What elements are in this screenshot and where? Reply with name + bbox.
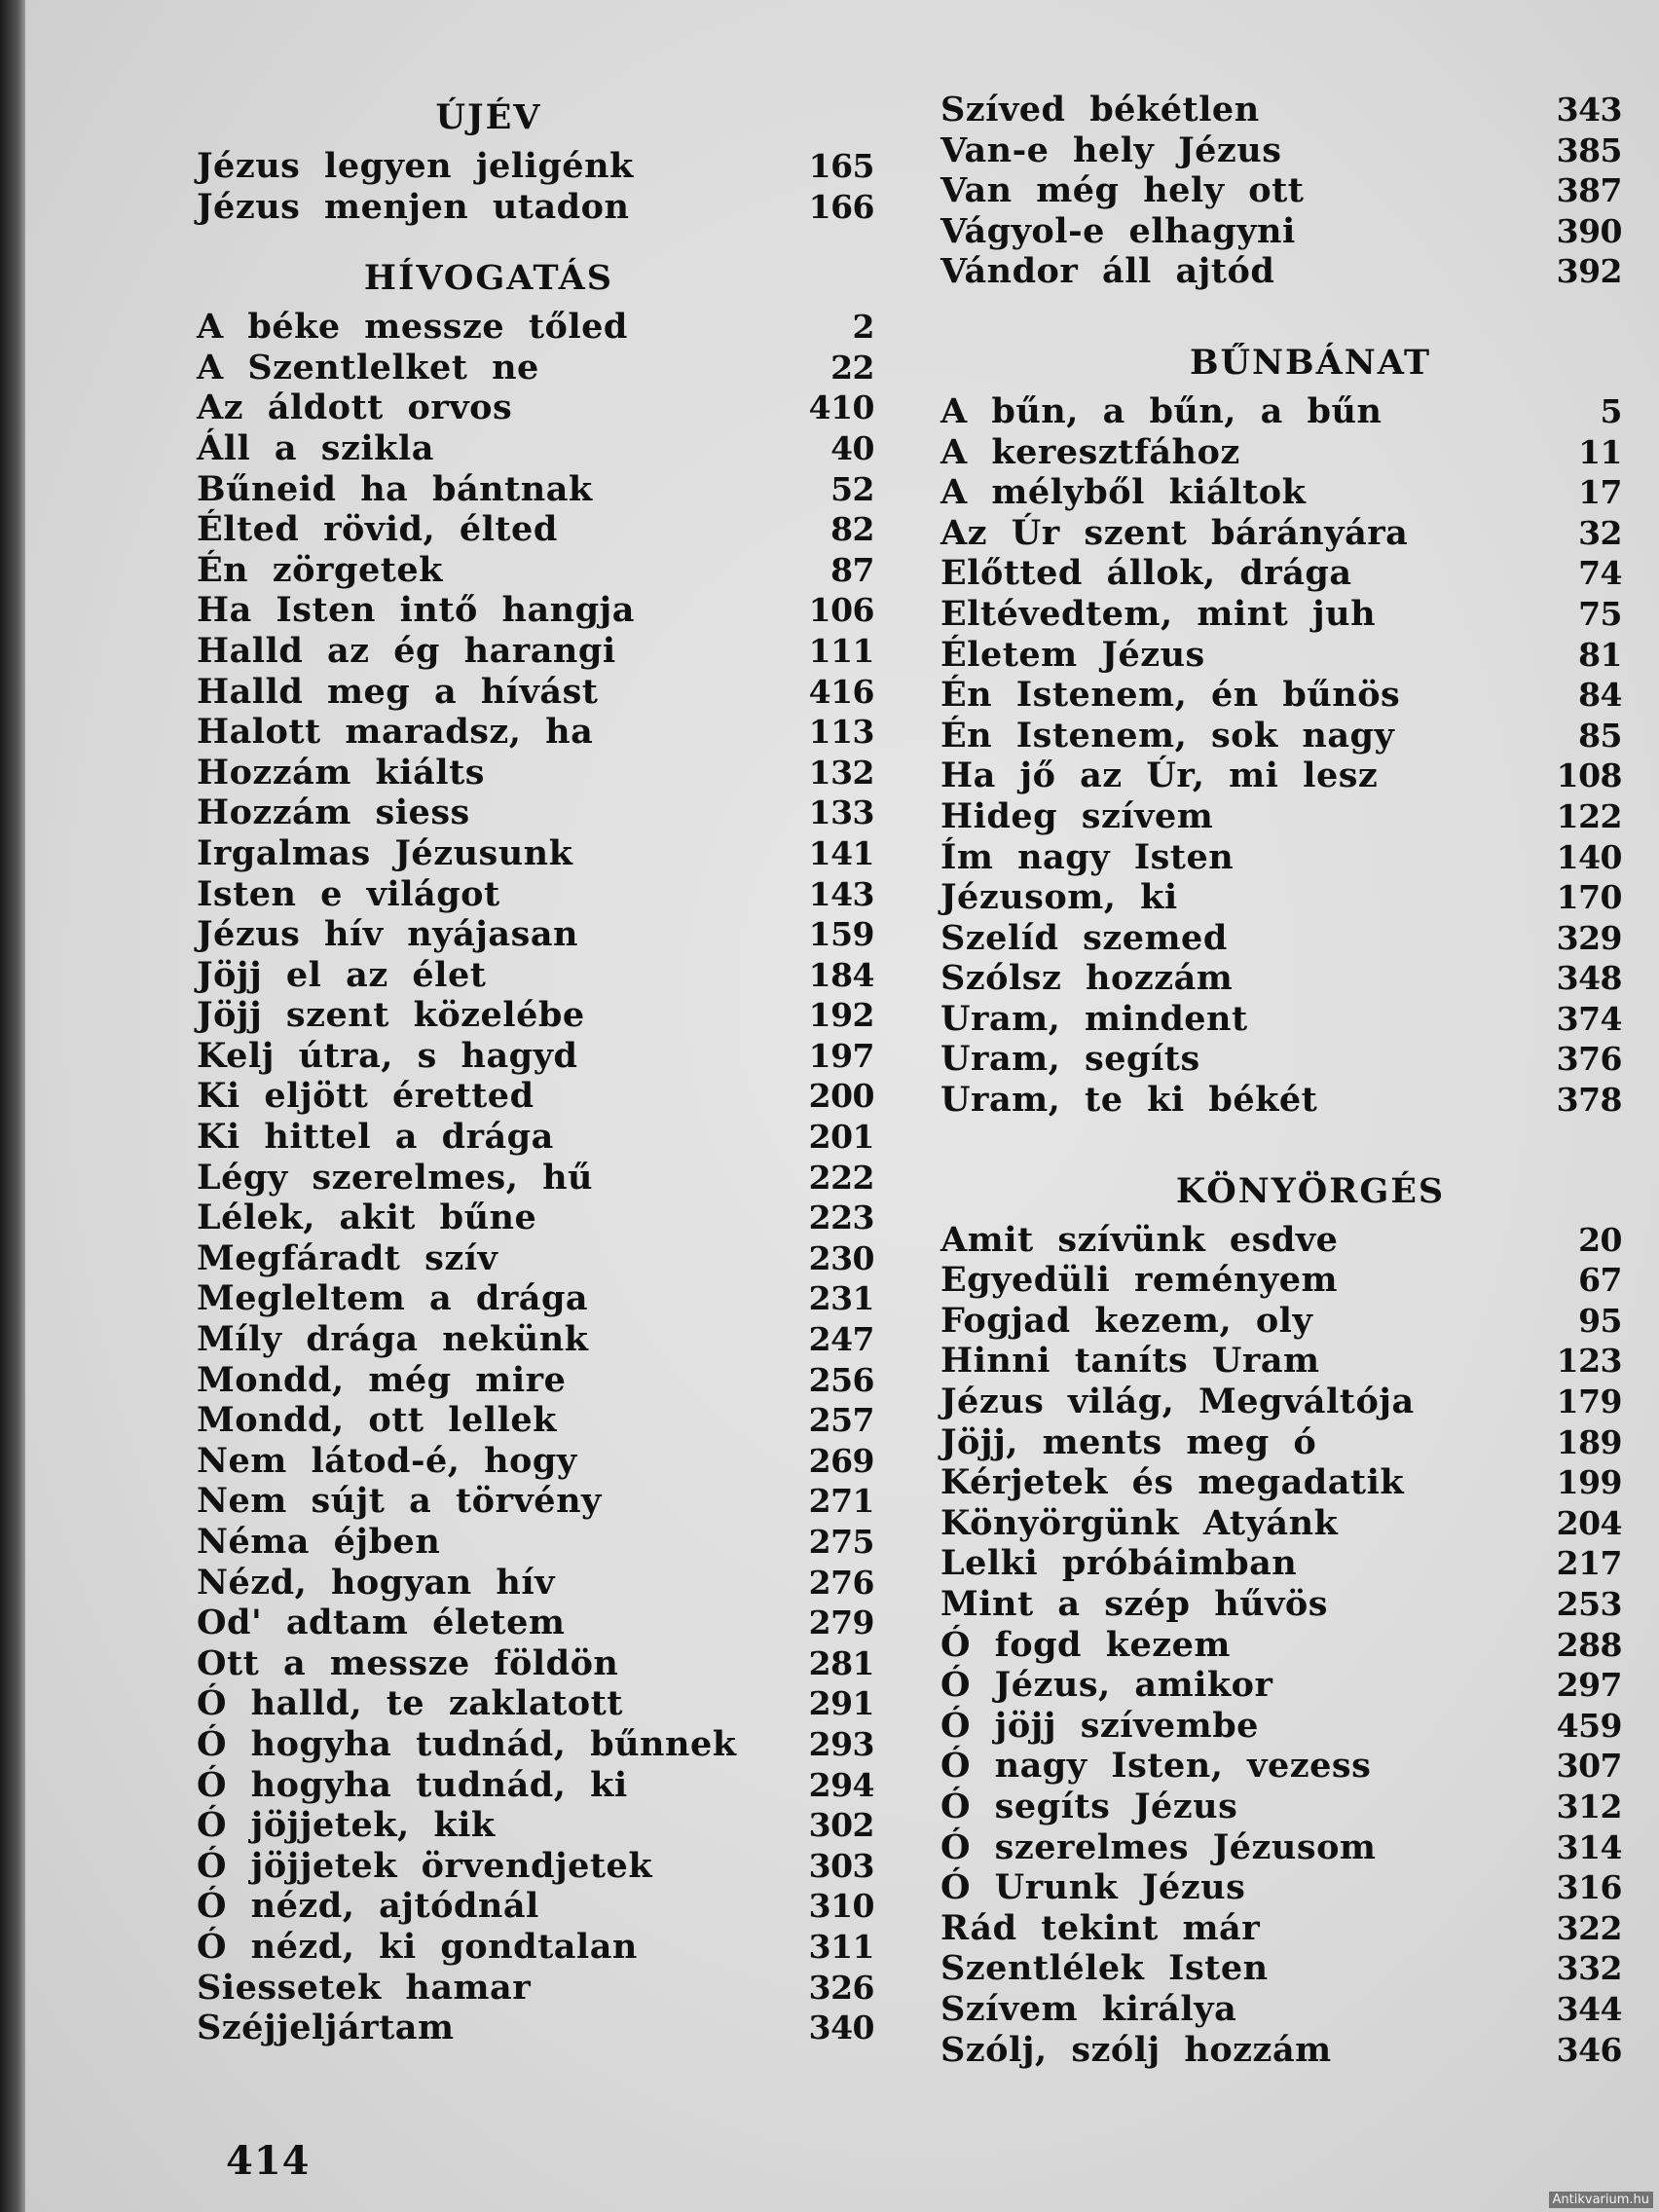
hymn-title: Bűneid ha bántnak [197, 468, 593, 509]
index-entry [197, 1360, 878, 1401]
index-entry [940, 251, 1622, 292]
index-entry [940, 1260, 1622, 1301]
hymn-number: 279 [808, 1604, 874, 1642]
hymn-title: Uram, te ki békét [940, 1080, 1318, 1121]
index-entry [197, 348, 878, 388]
hymn-number: 40 [830, 428, 874, 467]
index-entry [197, 1603, 878, 1643]
index-entry [940, 1989, 1622, 2030]
hymn-number: 410 [808, 388, 874, 427]
section-heading: HÍVOGATÁS [363, 258, 614, 299]
hymn-title: Megleltem a drága [197, 1278, 589, 1319]
hymn-title: Én Istenem, én bűnös [940, 675, 1401, 716]
hymn-number: 316 [1556, 1868, 1622, 1907]
index-entry [940, 1908, 1622, 1949]
index-entry [940, 472, 1622, 513]
hymn-number: 32 [1578, 513, 1622, 552]
hymn-number: 74 [1578, 554, 1622, 593]
hymn-title: Életem Jézus [940, 634, 1205, 675]
index-entry [940, 553, 1622, 594]
hymn-number: 307 [1556, 1747, 1622, 1786]
hymn-number: 269 [808, 1441, 874, 1480]
index-entry [940, 837, 1622, 878]
hymn-title: Ó segíts Jézus [940, 1786, 1238, 1826]
hymn-number: 111 [808, 631, 874, 670]
index-entry [197, 1481, 878, 1522]
hymn-title: Én zörgetek [197, 549, 443, 590]
hymn-number: 387 [1556, 171, 1622, 210]
hymn-title: Míly drága nekünk [197, 1319, 589, 1360]
hymn-number: 281 [808, 1643, 874, 1682]
hymn-title: Jézus menjen utadon [197, 186, 630, 227]
hymn-number: 2 [852, 308, 874, 347]
hymn-title: A Szentlelket ne [197, 347, 539, 387]
index-entry [940, 1220, 1622, 1261]
hymn-title: Szentlélek Isten [940, 1948, 1269, 1989]
index-entry [940, 594, 1622, 635]
hymn-number: 108 [1556, 756, 1622, 795]
hymn-number: 140 [1556, 837, 1622, 876]
hymn-number: 276 [808, 1563, 874, 1602]
index-entry [940, 1787, 1622, 1827]
hymn-title: Halld meg a hívást [197, 671, 599, 712]
hymn-number: 22 [830, 348, 874, 387]
hymn-number: 123 [1556, 1342, 1622, 1381]
index-entry [940, 1706, 1622, 1747]
hymn-title: Nem látod-é, hogy [197, 1440, 577, 1481]
hymn-title: Szólj, szólj hozzám [940, 2029, 1332, 2070]
index-entry [940, 90, 1622, 130]
hymn-number: 122 [1556, 796, 1622, 835]
index-entry [197, 509, 878, 550]
index-entry [940, 1665, 1622, 1706]
index-entry [940, 1543, 1622, 1584]
index-entry [940, 1462, 1622, 1503]
index-entry [197, 1805, 878, 1846]
index-entry [940, 432, 1622, 473]
hymn-number: 312 [1556, 1787, 1622, 1825]
hymn-number: 247 [808, 1320, 874, 1359]
index-entry [197, 1441, 878, 1482]
hymn-number: 311 [808, 1927, 874, 1966]
index-entry [940, 716, 1622, 756]
index-entry [940, 1039, 1622, 1080]
index-entry [940, 170, 1622, 211]
index-entry [197, 1158, 878, 1198]
section-heading: BŰNBÁNAT [1189, 342, 1432, 383]
hymn-number: 217 [1556, 1544, 1622, 1583]
index-entry [940, 1827, 1622, 1868]
index-entry [197, 1278, 878, 1319]
index-entry [940, 1948, 1622, 1989]
index-entry [197, 469, 878, 510]
hymn-number: 231 [808, 1279, 874, 1318]
hymn-title: Hinni taníts Uram [940, 1341, 1320, 1382]
index-entry [940, 513, 1622, 554]
index-entry [197, 631, 878, 672]
hymn-title: Nézd, hogyan hív [197, 1562, 555, 1603]
index-entry [197, 753, 878, 793]
index-entry [197, 1927, 878, 1968]
hymn-title: Isten e világot [197, 873, 500, 914]
hymn-title: Ki eljött éretted [197, 1076, 535, 1117]
hymn-title: Fogjad kezem, oly [940, 1300, 1313, 1341]
hymn-number: 340 [808, 2009, 874, 2047]
hymn-title: Hozzám kiálts [197, 752, 485, 793]
index-entry [940, 2030, 1622, 2071]
index-entry [197, 2008, 878, 2048]
hymn-title: Előtted állok, drága [940, 553, 1352, 594]
hymn-title: Ó Urunk Jézus [940, 1867, 1246, 1908]
index-entry [197, 914, 878, 955]
hymn-title: A bűn, a bűn, a bűn [940, 390, 1382, 431]
hymn-number: 132 [808, 753, 874, 792]
hymn-number: 133 [808, 793, 874, 832]
hymn-title: Ha Isten intő hangja [197, 590, 635, 631]
hymn-title: Szelíd szemed [940, 917, 1228, 958]
section-gap [940, 1121, 1622, 1163]
hymn-title: Áll a szikla [197, 427, 434, 468]
index-entry [197, 1400, 878, 1441]
index-entry [940, 1382, 1622, 1422]
hymn-number: 85 [1578, 716, 1622, 755]
index-entry [940, 796, 1622, 837]
hymn-title: Szíved békétlen [940, 90, 1260, 129]
hymn-title: Ha jő az Úr, mi lesz [940, 756, 1379, 796]
hymn-title: Ó nézd, ki gondtalan [197, 1926, 638, 1967]
hymn-title: Van-e hely Jézus [940, 129, 1282, 170]
hymn-title: Kérjetek és megadatik [940, 1462, 1405, 1503]
hymn-title: Megfáradt szív [197, 1237, 498, 1278]
hymn-title: Ó hogyha tudnád, ki [197, 1764, 628, 1805]
hymn-number: 165 [808, 147, 874, 185]
index-entry [940, 1625, 1622, 1666]
index-entry [197, 550, 878, 591]
hymn-number: 310 [808, 1887, 874, 1926]
hymn-number: 192 [808, 996, 874, 1035]
hymn-number: 390 [1556, 211, 1622, 250]
page-number: 414 [226, 2138, 311, 2184]
book-page [25, 0, 1659, 2212]
hymn-title: Ó nézd, ajtódnál [197, 1886, 539, 1927]
index-entry [940, 1080, 1622, 1121]
index-entry [197, 187, 878, 228]
index-entry [940, 1422, 1622, 1463]
hymn-number: 329 [1556, 918, 1622, 957]
hymn-number: 297 [1556, 1666, 1622, 1705]
index-entry [197, 955, 878, 996]
hymn-number: 348 [1556, 959, 1622, 998]
hymn-number: 288 [1556, 1625, 1622, 1664]
hymn-title: Szívem királya [940, 1988, 1237, 2029]
index-entry [940, 918, 1622, 959]
hymn-number: 416 [808, 672, 874, 711]
left-column [197, 90, 878, 2048]
hymn-number: 5 [1600, 391, 1622, 430]
hymn-title: Mondd, ott lellek [197, 1400, 557, 1441]
hymn-number: 322 [1556, 1908, 1622, 1947]
hymn-title: Ím nagy Isten [940, 836, 1235, 877]
hymn-number: 67 [1578, 1261, 1622, 1300]
hymn-title: Irgalmas Jézusunk [197, 832, 573, 873]
hymn-number: 344 [1556, 1989, 1622, 2028]
section-heading: ÚJÉV [435, 97, 542, 137]
hymn-title: Ki hittel a drága [197, 1117, 554, 1158]
index-entry [197, 1522, 878, 1563]
right-column [940, 90, 1622, 2070]
hymn-title: Kelj útra, s hagyd [197, 1035, 578, 1076]
hymn-title: Rád tekint már [940, 1907, 1261, 1948]
hymn-title: Lelki próbáimban [940, 1543, 1298, 1584]
hymn-number: 20 [1578, 1220, 1622, 1259]
section-gap [940, 292, 1622, 335]
hymn-title: Ó halld, te zaklatott [197, 1683, 623, 1724]
section-gap [197, 227, 878, 250]
hymn-number: 199 [1556, 1463, 1622, 1502]
hymn-number: 271 [808, 1482, 874, 1521]
hymn-number: 141 [808, 833, 874, 872]
index-entry [940, 1584, 1622, 1625]
index-entry [197, 995, 878, 1036]
hymn-title: Könyörgünk Atyánk [940, 1502, 1339, 1543]
hymn-number: 374 [1556, 999, 1622, 1038]
index-entry [197, 1319, 878, 1360]
index-entry [197, 1076, 878, 1117]
hymn-title: Uram, segíts [940, 1039, 1200, 1080]
hymn-number: 223 [808, 1198, 874, 1237]
hymn-title: Ó jöjjetek, kik [197, 1805, 496, 1846]
hymn-title: A keresztfához [940, 431, 1240, 472]
hymn-title: Ó Jézus, amikor [940, 1665, 1273, 1706]
hymn-number: 95 [1578, 1301, 1622, 1340]
hymn-number: 87 [830, 550, 874, 589]
hymn-number: 200 [808, 1077, 874, 1116]
hymn-title: Siessetek hamar [197, 1967, 532, 2008]
index-entry [197, 1238, 878, 1279]
hymn-number: 257 [808, 1401, 874, 1440]
hymn-number: 170 [1556, 878, 1622, 917]
hymn-number: 253 [1556, 1585, 1622, 1623]
hymn-number: 275 [808, 1523, 874, 1561]
hymn-title: Vándor áll ajtód [940, 251, 1275, 292]
hymn-number: 314 [1556, 1827, 1622, 1866]
hymn-title: A mélyből kiáltok [940, 472, 1307, 513]
hymn-title: Néma éjben [197, 1522, 441, 1562]
hymn-title: Lélek, akit bűne [197, 1198, 537, 1238]
index-entry [940, 1503, 1622, 1544]
hymn-number: 84 [1578, 676, 1622, 715]
hymn-title: Ott a messze földön [197, 1642, 619, 1683]
hymn-number: 189 [1556, 1422, 1622, 1461]
index-entry [197, 428, 878, 469]
hymn-number: 303 [808, 1846, 874, 1885]
hymn-title: Od' adtam életem [197, 1603, 566, 1643]
hymn-number: 230 [808, 1238, 874, 1277]
hymn-title: Hideg szívem [940, 795, 1214, 836]
index-entry [940, 1746, 1622, 1787]
hymn-number: 159 [808, 915, 874, 954]
index-entry [940, 130, 1622, 171]
hymn-title: Mondd, még mire [197, 1359, 567, 1400]
index-entry [197, 1968, 878, 2009]
hymn-title: Jézus hív nyájasan [197, 914, 578, 955]
hymn-number: 459 [1556, 1706, 1622, 1745]
index-entry [197, 793, 878, 833]
index-entry [197, 1643, 878, 1684]
hymn-number: 82 [830, 510, 874, 549]
hymn-title: Eltévedtem, mint juh [940, 593, 1377, 634]
hymn-title: Ó nagy Isten, vezess [940, 1746, 1372, 1787]
hymn-title: Uram, mindent [940, 998, 1248, 1039]
index-entry [197, 1117, 878, 1158]
hymn-title: Van még hely ott [940, 170, 1305, 211]
hymn-number: 106 [808, 591, 874, 630]
index-entry [197, 1563, 878, 1604]
hymn-number: 75 [1578, 594, 1622, 633]
index-entry [197, 1724, 878, 1765]
hymn-number: 11 [1578, 432, 1622, 471]
index-entry [940, 999, 1622, 1040]
index-entry [197, 307, 878, 348]
index-entry [197, 712, 878, 753]
index-entry [940, 1867, 1622, 1908]
hymn-number: 184 [808, 955, 874, 994]
index-entry [940, 756, 1622, 796]
hymn-title: Széjjeljártam [197, 2008, 455, 2048]
index-entry [197, 1198, 878, 1238]
index-entry [940, 391, 1622, 432]
book-binding-shadow [0, 0, 25, 2212]
hymn-number: 201 [808, 1118, 874, 1157]
hymn-number: 179 [1556, 1382, 1622, 1421]
index-entry [940, 877, 1622, 918]
hymn-number: 378 [1556, 1081, 1622, 1120]
hymn-number: 326 [808, 1968, 874, 2007]
hymn-title: Jöjj szent közelébe [197, 995, 585, 1036]
index-entry [940, 1341, 1622, 1382]
hymn-number: 392 [1556, 252, 1622, 291]
hymn-title: Élted rövid, élted [197, 509, 558, 550]
index-entry [197, 874, 878, 915]
hymn-title: Jézusom, ki [940, 877, 1178, 918]
hymn-title: Az áldott orvos [197, 387, 513, 428]
index-entry [197, 672, 878, 713]
hymn-title: Ó jöjjetek örvendjetek [197, 1845, 653, 1886]
index-entry [197, 833, 878, 874]
hymn-number: 293 [808, 1724, 874, 1763]
hymn-title: Ó fogd kezem [940, 1624, 1231, 1665]
hymn-number: 376 [1556, 1040, 1622, 1079]
hymn-title: Hozzám siess [197, 793, 470, 833]
hymn-number: 332 [1556, 1949, 1622, 1988]
index-entry [940, 211, 1622, 252]
hymn-title: Az Úr szent bárányára [940, 512, 1409, 553]
index-entry [197, 1036, 878, 1077]
hymn-title: Nem sújt a törvény [197, 1481, 602, 1522]
index-entry [940, 958, 1622, 999]
hymn-number: 294 [808, 1765, 874, 1804]
index-entry [940, 635, 1622, 676]
hymn-number: 385 [1556, 130, 1622, 169]
hymn-title: Én Istenem, sok nagy [940, 715, 1395, 756]
hymn-number: 197 [808, 1036, 874, 1075]
hymn-number: 52 [830, 469, 874, 508]
index-entry [197, 590, 878, 631]
index-entry [940, 675, 1622, 716]
hymn-title: Vágyol-e elhagyni [940, 210, 1296, 251]
hymn-title: Ó hogyha tudnád, bűnnek [197, 1723, 737, 1764]
hymn-number: 81 [1578, 635, 1622, 674]
hymn-title: Jöjj el az élet [197, 954, 487, 995]
hymn-title: Halld az ég harangi [197, 630, 616, 671]
hymn-title: Légy szerelmes, hű [197, 1157, 593, 1198]
hymn-number: 346 [1556, 2030, 1622, 2069]
section-heading: KÖNYÖRGÉS [1175, 1170, 1446, 1211]
hymn-title: Egyedüli reményem [940, 1260, 1339, 1301]
index-entry [197, 1765, 878, 1806]
index-entry [197, 1683, 878, 1724]
watermark: Antikvarium.hu [1549, 2192, 1654, 2208]
hymn-title: Szólsz hozzám [940, 958, 1234, 999]
hymn-number: 302 [808, 1806, 874, 1845]
hymn-number: 143 [808, 874, 874, 913]
hymn-number: 256 [808, 1360, 874, 1399]
hymn-title: A béke messze tőled [197, 307, 628, 348]
hymn-number: 204 [1556, 1503, 1622, 1542]
hymn-number: 343 [1556, 91, 1622, 129]
index-entry [197, 1846, 878, 1887]
hymn-title: Mint a szép hűvös [940, 1584, 1328, 1624]
index-entry [197, 146, 878, 187]
hymn-number: 17 [1578, 473, 1622, 512]
hymn-number: 222 [808, 1158, 874, 1197]
index-entry [197, 387, 878, 428]
hymn-title: Halott maradsz, ha [197, 712, 594, 753]
hymn-number: 113 [808, 713, 874, 752]
hymn-number: 291 [808, 1684, 874, 1723]
index-entry [197, 1886, 878, 1927]
hymn-title: Jöjj, ments meg ó [940, 1421, 1317, 1462]
hymn-title: Ó szerelmes Jézusom [940, 1826, 1377, 1867]
hymn-title: Jézus legyen jeligénk [197, 146, 634, 186]
hymn-title: Amit szívünk esdve [940, 1219, 1339, 1260]
index-entry [940, 1301, 1622, 1342]
hymn-title: Jézus világ, Megváltója [940, 1382, 1415, 1422]
hymn-title: Ó jöjj szívembe [940, 1705, 1259, 1746]
hymn-number: 166 [808, 187, 874, 226]
